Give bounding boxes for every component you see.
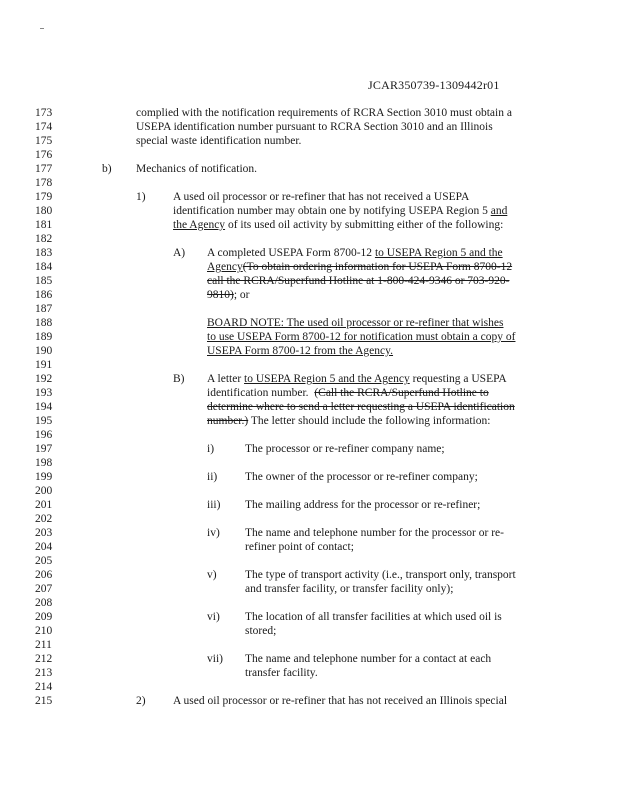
line-number: 213: [35, 667, 53, 679]
item-b-text: The letter should include the following information:: [250, 415, 491, 427]
line-number: 185: [35, 275, 53, 287]
line-number: 211: [35, 639, 52, 651]
item-a-line: [207, 288, 250, 302]
sub-item-marker: v): [207, 569, 217, 581]
intro-line: special waste identification number.: [136, 135, 302, 147]
line-number: 212: [35, 653, 53, 665]
line-number: 176: [35, 149, 53, 161]
line-number: 205: [35, 555, 53, 567]
sub-item-text: The processor or re-refiner company name;: [245, 443, 445, 455]
sub-item-text: transfer facility.: [245, 667, 318, 679]
item-1-line: A used oil processor or re-refiner that has not received a USEPA: [173, 191, 470, 203]
item-1-line: [173, 204, 507, 218]
line-number: 189: [35, 331, 53, 343]
line-number: 199: [35, 471, 53, 483]
added-text: the Agency: [173, 219, 226, 231]
item-a-line: [207, 260, 512, 274]
sub-item-text: refiner point of contact;: [245, 541, 354, 553]
line-number: 196: [35, 429, 53, 441]
item-b-text: identification number.: [207, 387, 309, 399]
item-b-text: requesting a USEPA: [412, 373, 507, 385]
line-number: 187: [35, 303, 53, 315]
board-note-line: to use USEPA Form 8700-12 for notification must obtain a copy of: [207, 331, 516, 343]
section-b-heading: Mechanics of notification.: [136, 163, 258, 175]
line-number: 188: [35, 317, 53, 329]
line-number: 208: [35, 597, 53, 609]
line-number: 203: [35, 527, 53, 539]
item-1-text: identification number may obtain one by notifying USEPA Region 5: [173, 205, 488, 217]
line-number: 173: [35, 107, 53, 119]
item-b-text: A letter: [207, 373, 242, 385]
line-number: 177: [35, 163, 53, 175]
sub-item-text: The name and telephone number for a contact at each: [245, 653, 492, 665]
added-text: Agency: [207, 261, 243, 273]
line-number: 182: [35, 233, 53, 245]
line-number: 193: [35, 387, 53, 399]
line-number: 210: [35, 625, 53, 637]
item-a-marker: A): [173, 247, 186, 259]
sub-item-marker: vi): [207, 611, 220, 623]
document-id: JCAR350739-1309442r01: [368, 78, 500, 92]
item-1-marker: 1): [136, 191, 146, 203]
line-number: 202: [35, 513, 53, 525]
item-b-line: [207, 372, 507, 386]
line-number: 201: [35, 499, 53, 511]
line-number: 200: [35, 485, 53, 497]
item-1-line: [173, 218, 503, 232]
sub-item-text: The type of transport activity (i.e., transport only, transport: [245, 569, 516, 581]
line-number: 197: [35, 443, 53, 455]
sub-item-marker: i): [207, 443, 215, 455]
item-b-line: [207, 400, 515, 414]
line-number: 195: [35, 415, 53, 427]
line-number: 198: [35, 457, 53, 469]
added-text: to USEPA Region 5 and the Agency: [244, 373, 410, 385]
line-number: 174: [35, 121, 53, 133]
sub-item-text: stored;: [245, 625, 277, 637]
item-b-line: [207, 386, 489, 400]
added-text: and: [490, 205, 508, 217]
line-number: 215: [35, 695, 53, 707]
line-number: 191: [35, 359, 53, 371]
item-2-marker: 2): [136, 695, 146, 707]
item-1-text: of its used oil activity by submitting either of the following:: [227, 219, 504, 231]
line-number: 186: [35, 289, 53, 301]
sub-item-text: The mailing address for the processor or re-refiner;: [245, 499, 481, 511]
struck-text: (To obtain ordering information for USEPA Form 8700-12: [242, 261, 513, 273]
intro-line: USEPA identification number pursuant to RCRA Section 3010 and an Illinois: [136, 121, 493, 133]
intro-line: complied with the notification requirements of RCRA Section 3010 must obtain a: [136, 107, 512, 119]
line-number: 181: [35, 219, 53, 231]
line-number: 190: [35, 345, 53, 357]
corner-mark: [40, 28, 44, 29]
struck-text: 9810): [207, 289, 234, 301]
sub-item-marker: iii): [207, 499, 221, 511]
sub-item-marker: iv): [207, 527, 220, 539]
sub-item-text: The name and telephone number for the processor or re-: [245, 527, 504, 539]
item-2-line: A used oil processor or re-refiner that has not received an Illinois special: [173, 695, 508, 707]
struck-text: determine where to send a letter requesting a USEPA identification: [207, 401, 515, 413]
item-a-text: A completed USEPA Form 8700-12: [207, 247, 373, 259]
line-number: 214: [35, 681, 53, 693]
item-b-marker: B): [173, 373, 185, 385]
board-note-line: BOARD NOTE: The used oil processor or re-refiner that wishes: [207, 317, 504, 329]
line-number: 178: [35, 177, 53, 189]
line-number: 207: [35, 583, 53, 595]
struck-text: call the RCRA/Superfund Hotline at 1-800-424-9346 or 703-920-: [207, 275, 510, 287]
line-number: 183: [35, 247, 53, 259]
sub-item-text: and transfer facility, or transfer facility only);: [245, 583, 454, 595]
line-number: 209: [35, 611, 53, 623]
struck-text: number.): [207, 415, 249, 427]
line-number: 184: [35, 261, 53, 273]
struck-text: (Call the RCRA/Superfund Hotline to: [314, 387, 489, 399]
sub-item-text: The location of all transfer facilities at which used oil is: [245, 611, 502, 623]
line-number: 204: [35, 541, 53, 553]
item-a-line: [207, 246, 503, 260]
sub-item-marker: vii): [207, 653, 223, 665]
item-b-line: [207, 414, 490, 428]
line-number: 194: [35, 401, 53, 413]
sub-item-text: The owner of the processor or re-refiner company;: [245, 471, 478, 483]
added-text: to USEPA Region 5 and the: [374, 247, 503, 259]
line-number: 175: [35, 135, 53, 147]
board-note-line: USEPA Form 8700-12 from the Agency.: [207, 345, 394, 357]
section-b-marker: b): [102, 163, 112, 175]
sub-item-marker: ii): [207, 471, 218, 483]
item-a-text: ; or: [233, 289, 250, 301]
item-a-line: [207, 274, 509, 288]
line-number: 192: [35, 373, 53, 385]
line-number: 179: [35, 191, 53, 203]
line-number: 206: [35, 569, 53, 581]
line-number: 180: [35, 205, 53, 217]
